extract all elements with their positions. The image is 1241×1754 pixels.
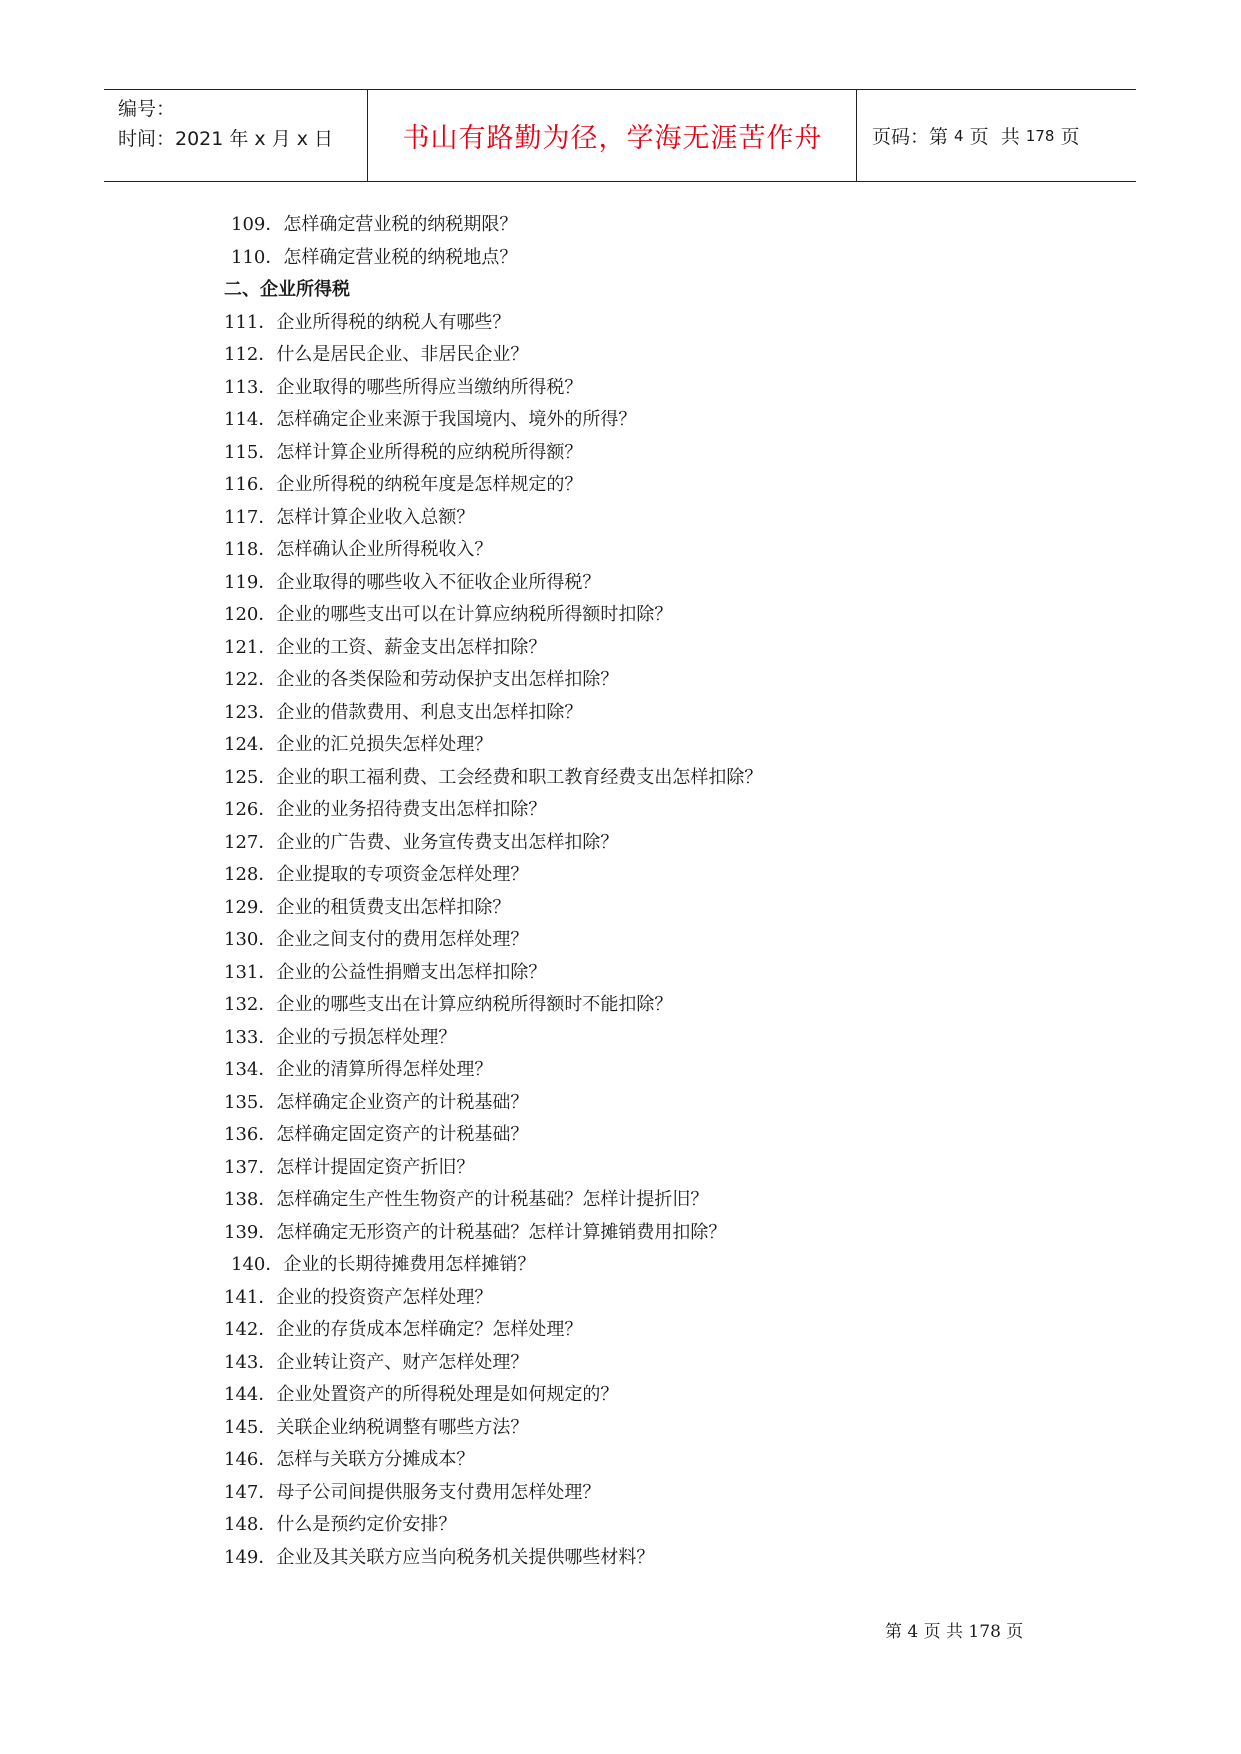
header-page-current: 4 — [954, 126, 964, 145]
list-item: 149．企业及其关联方应当向税务机关提供哪些材料？ — [224, 1546, 655, 1568]
list-item: 140．企业的长期待摊费用怎样摊销？ — [231, 1254, 536, 1275]
question-list — [224, 209, 1124, 1574]
list-item: 120．企业的哪些支出可以在计算应纳税所得额时扣除？ — [224, 604, 673, 625]
list-item: 142．企业的存货成本怎样确定？怎样处理？ — [224, 1319, 583, 1340]
list-item: 123．企业的借款费用、利息支出怎样扣除？ — [224, 701, 583, 723]
list-item: 112．什么是居民企业、非居民企业？ — [224, 344, 529, 365]
header-page-info — [872, 90, 1079, 181]
list-item: 109．怎样确定营业税的纳税期限？ — [231, 214, 518, 235]
list-item: 137．怎样计提固定资产折旧？ — [224, 1156, 475, 1178]
list-item: 141．企业的投资资产怎样处理？ — [224, 1286, 493, 1308]
header-divider — [367, 90, 368, 181]
header-page-total: 178 — [1025, 126, 1055, 145]
page-header — [104, 89, 1136, 182]
list-item: 122．企业的各类保险和劳动保护支出怎样扣除？ — [224, 669, 619, 690]
section-heading: 二、企业所得税 — [224, 279, 350, 300]
header-motto: 书山有路勤为径，学海无涯苦作舟 — [402, 123, 823, 154]
list-item: 126．企业的业务招待费支出怎样扣除？ — [224, 799, 547, 820]
list-item: 118．怎样确认企业所得税收入？ — [224, 539, 493, 560]
list-item: 130．企业之间支付的费用怎样处理？ — [224, 929, 529, 950]
list-item: 139．怎样确定无形资产的计税基础？怎样计算摊销费用扣除？ — [224, 1221, 727, 1243]
list-item: 114．怎样确定企业来源于我国境内、境外的所得？ — [224, 409, 637, 430]
header-page-suffix: 页 — [1054, 126, 1080, 148]
list-item: 147．母子公司间提供服务支付费用怎样处理？ — [224, 1481, 601, 1503]
header-page-mid: 页 共 — [963, 126, 1026, 148]
list-item: 115．怎样计算企业所得税的应纳税所得额？ — [224, 441, 583, 463]
list-item: 119．企业取得的哪些收入不征收企业所得税？ — [224, 571, 601, 593]
list-item: 132．企业的哪些支出在计算应纳税所得额时不能扣除？ — [224, 994, 673, 1015]
list-item: 116．企业所得税的纳税年度是怎样规定的？ — [224, 474, 583, 495]
list-item: 135．怎样确定企业资产的计税基础？ — [224, 1091, 529, 1113]
list-item: 113．企业取得的哪些所得应当缴纳所得税？ — [224, 376, 583, 398]
list-item: 138．怎样确定生产性生物资产的计税基础？怎样计提折旧？ — [224, 1189, 709, 1210]
list-item: 117．怎样计算企业收入总额？ — [224, 506, 475, 528]
list-item: 134．企业的清算所得怎样处理？ — [224, 1059, 493, 1080]
list-item: 144．企业处置资产的所得税处理是如何规定的？ — [224, 1384, 619, 1405]
list-item: 143．企业转让资产、财产怎样处理？ — [224, 1351, 529, 1373]
list-item: 146．怎样与关联方分摊成本？ — [224, 1449, 475, 1470]
list-item: 111．企业所得税的纳税人有哪些？ — [224, 311, 511, 333]
list-item: 124．企业的汇兑损失怎样处理？ — [224, 734, 493, 755]
header-meta — [118, 94, 333, 154]
header-number-label: 编号： — [118, 98, 176, 120]
list-item: 136．怎样确定固定资产的计税基础？ — [224, 1124, 529, 1145]
list-item: 148．什么是预约定价安排？ — [224, 1514, 457, 1535]
list-item: 145．关联企业纳税调整有哪些方法？ — [224, 1416, 529, 1438]
header-divider — [856, 90, 857, 181]
header-time-label: 时间：2021 年 x 月 x 日 — [118, 128, 334, 150]
page-footer: 第 4 页 共 178 页 — [885, 1622, 1024, 1642]
list-item: 110．怎样确定营业税的纳税地点？ — [231, 246, 518, 268]
list-item: 133．企业的亏损怎样处理？ — [224, 1026, 457, 1048]
list-item: 129．企业的租赁费支出怎样扣除？ — [224, 896, 511, 918]
list-item: 125．企业的职工福利费、工会经费和职工教育经费支出怎样扣除？ — [224, 766, 763, 788]
header-page-prefix: 页码：第 — [872, 126, 955, 148]
list-item: 121．企业的工资、薪金支出怎样扣除？ — [224, 636, 547, 658]
list-item: 127．企业的广告费、业务宣传费支出怎样扣除？ — [224, 831, 619, 853]
list-item: 131．企业的公益性捐赠支出怎样扣除？ — [224, 961, 547, 983]
list-item: 128．企业提取的专项资金怎样处理？ — [224, 864, 529, 885]
